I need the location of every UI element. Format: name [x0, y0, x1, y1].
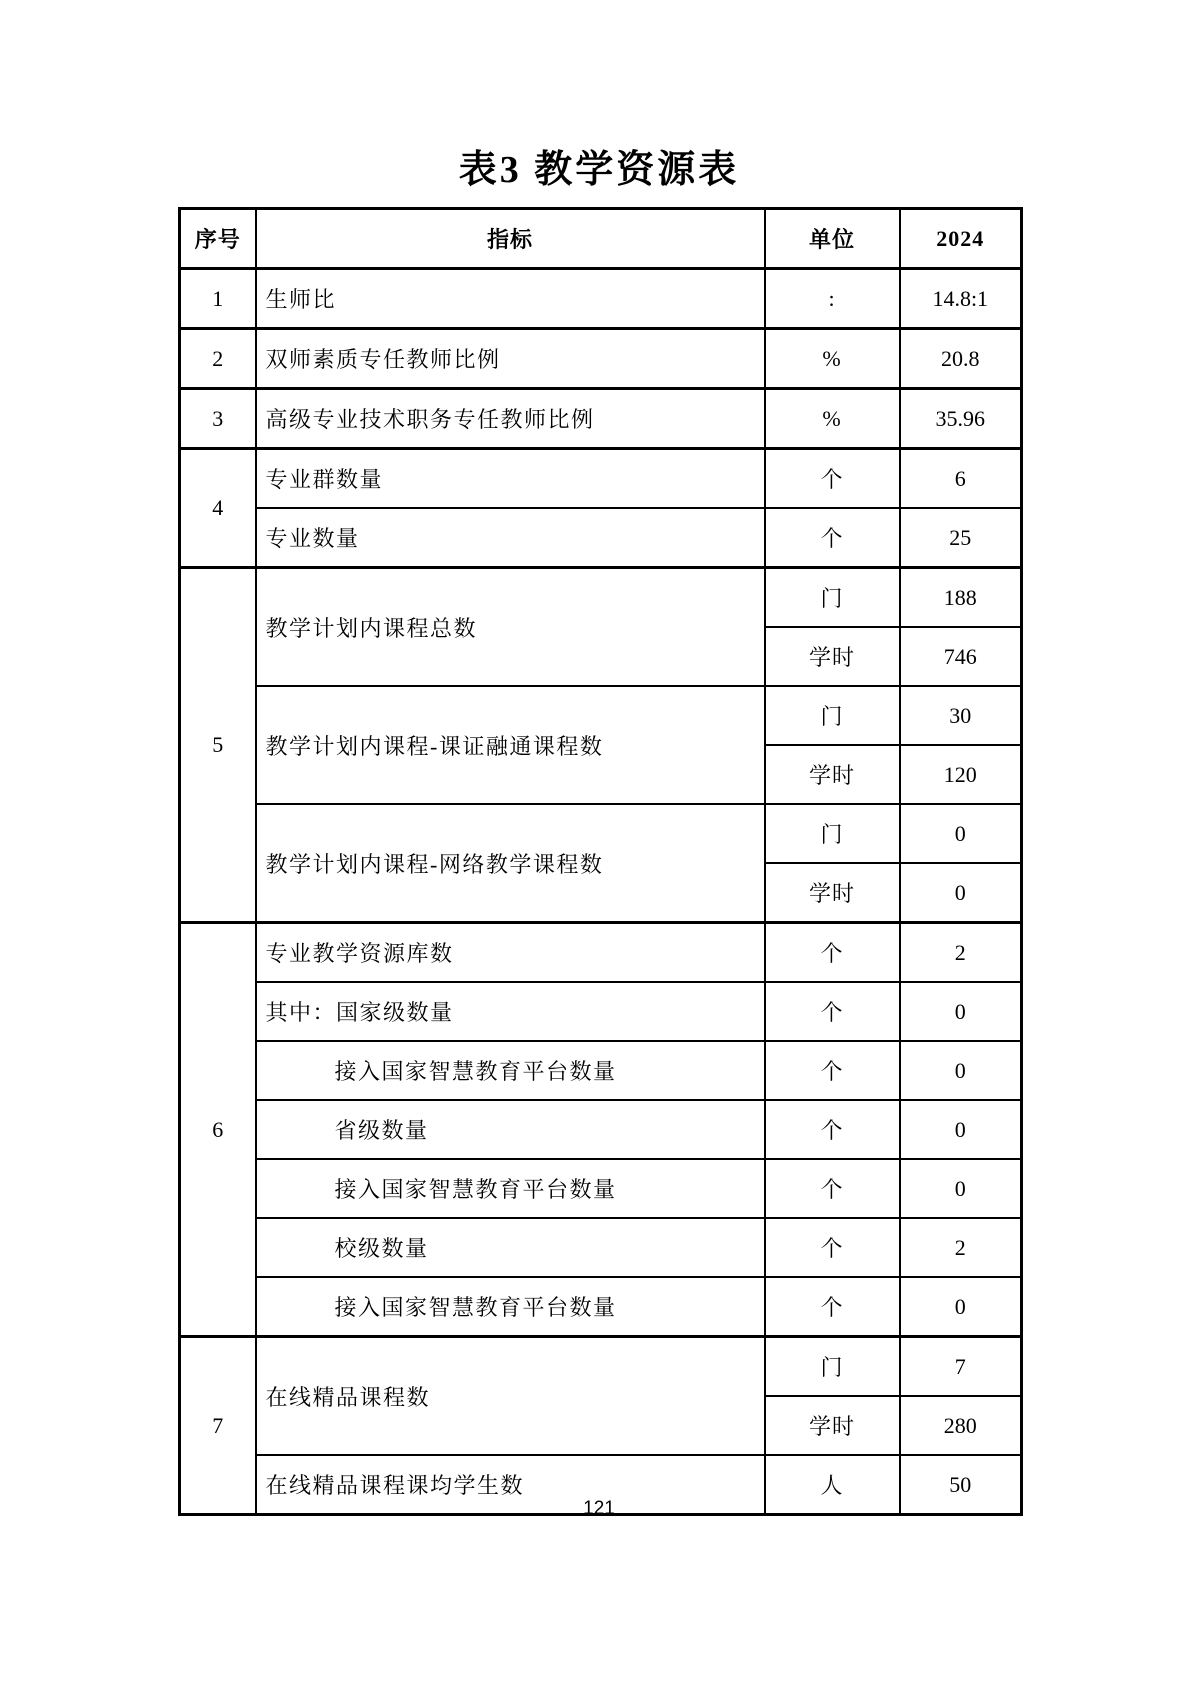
teaching-resources-table	[178, 207, 1023, 1516]
cell-value: 2	[900, 923, 1022, 983]
cell-indicator: 双师素质专任教师比例	[256, 329, 765, 389]
cell-indicator: 校级数量	[256, 1218, 765, 1277]
cell-indicator: 教学计划内课程-网络教学课程数	[256, 804, 765, 923]
cell-indicator: 生师比	[256, 269, 765, 329]
cell-unit: 门	[765, 1337, 900, 1397]
cell-unit: 个	[765, 1041, 900, 1100]
cell-unit: :	[765, 269, 900, 329]
cell-indicator: 专业群数量	[256, 449, 765, 509]
page-title: 表3 教学资源表	[458, 149, 740, 191]
cell-unit: 个	[765, 1100, 900, 1159]
cell-unit: %	[765, 329, 900, 389]
cell-value: 20.8	[900, 329, 1022, 389]
table-row	[180, 269, 1022, 329]
cell-value: 188	[900, 568, 1022, 628]
cell-value: 0	[900, 1277, 1022, 1337]
header-no: 序号	[180, 209, 256, 269]
header-year: 2024	[900, 209, 1022, 269]
cell-value: 14.8:1	[900, 269, 1022, 329]
cell-value: 0	[900, 1041, 1022, 1100]
table-row	[180, 568, 1022, 628]
header-indicator: 指标	[256, 209, 765, 269]
cell-indicator: 高级专业技术职务专任教师比例	[256, 389, 765, 449]
cell-no: 5	[180, 568, 256, 923]
cell-indicator: 省级数量	[256, 1100, 765, 1159]
cell-no: 6	[180, 923, 256, 1337]
cell-value: 746	[900, 627, 1022, 686]
cell-unit: 个	[765, 449, 900, 509]
table-row	[180, 1337, 1022, 1397]
cell-indicator: 接入国家智慧教育平台数量	[256, 1277, 765, 1337]
cell-no: 4	[180, 449, 256, 568]
cell-indicator: 接入国家智慧教育平台数量	[256, 1041, 765, 1100]
cell-unit: 人	[765, 1455, 900, 1515]
cell-value: 35.96	[900, 389, 1022, 449]
cell-value: 7	[900, 1337, 1022, 1397]
table-row	[180, 329, 1022, 389]
cell-unit: 个	[765, 923, 900, 983]
cell-unit: 学时	[765, 627, 900, 686]
cell-indicator: 接入国家智慧教育平台数量	[256, 1159, 765, 1218]
cell-no: 7	[180, 1337, 256, 1515]
cell-indicator: 其中：国家级数量	[256, 982, 765, 1041]
cell-unit: 个	[765, 1277, 900, 1337]
cell-unit: 学时	[765, 1396, 900, 1455]
cell-value: 0	[900, 1100, 1022, 1159]
cell-indicator: 教学计划内课程-课证融通课程数	[256, 686, 765, 804]
cell-value: 2	[900, 1218, 1022, 1277]
cell-unit: 个	[765, 508, 900, 568]
cell-value: 0	[900, 1159, 1022, 1218]
table-row	[180, 804, 1022, 863]
table-row	[180, 923, 1022, 983]
cell-unit: 门	[765, 568, 900, 628]
cell-indicator: 在线精品课程数	[256, 1337, 765, 1456]
cell-indicator: 教学计划内课程总数	[256, 568, 765, 687]
header-unit: 单位	[765, 209, 900, 269]
cell-value: 0	[900, 863, 1022, 923]
cell-value: 6	[900, 449, 1022, 509]
cell-value: 50	[900, 1455, 1022, 1515]
table-row	[180, 686, 1022, 745]
cell-no: 2	[180, 329, 256, 389]
table-row	[180, 982, 1022, 1041]
cell-no: 1	[180, 269, 256, 329]
cell-unit: 学时	[765, 745, 900, 804]
cell-value: 120	[900, 745, 1022, 804]
table-row	[180, 508, 1022, 568]
cell-unit: 个	[765, 1159, 900, 1218]
cell-indicator: 专业教学资源库数	[256, 923, 765, 983]
table-row	[180, 1159, 1022, 1218]
table-row	[180, 449, 1022, 509]
table-row	[180, 389, 1022, 449]
cell-value: 25	[900, 508, 1022, 568]
page-number: 121	[583, 1498, 615, 1519]
cell-value: 280	[900, 1396, 1022, 1455]
table-row	[180, 1277, 1022, 1337]
table-row	[180, 1041, 1022, 1100]
cell-unit: 门	[765, 686, 900, 745]
table-header-row	[180, 209, 1022, 269]
cell-unit: 个	[765, 1218, 900, 1277]
table-row	[180, 1100, 1022, 1159]
cell-value: 0	[900, 982, 1022, 1041]
cell-unit: 个	[765, 982, 900, 1041]
cell-unit: 学时	[765, 863, 900, 923]
table-row	[180, 1218, 1022, 1277]
cell-value: 0	[900, 804, 1022, 863]
cell-indicator: 在线精品课程课均学生数	[256, 1455, 765, 1515]
cell-unit: 门	[765, 804, 900, 863]
cell-no: 3	[180, 389, 256, 449]
cell-indicator: 专业数量	[256, 508, 765, 568]
cell-unit: %	[765, 389, 900, 449]
cell-value: 30	[900, 686, 1022, 745]
